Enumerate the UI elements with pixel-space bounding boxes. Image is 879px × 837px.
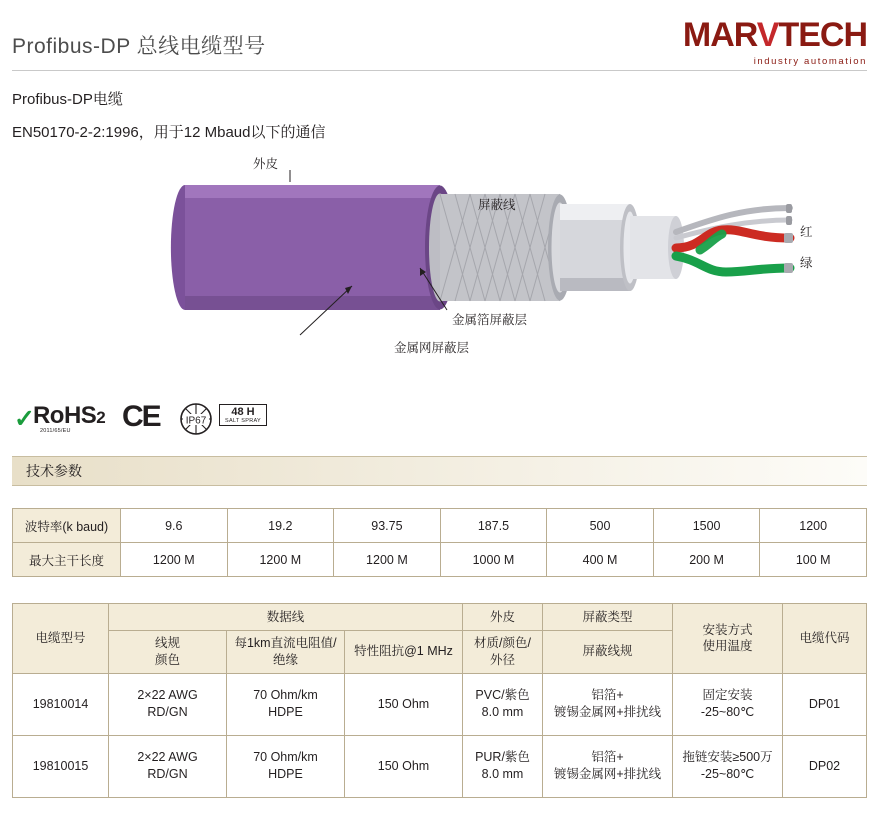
header-shield-spec: 屏蔽线规 bbox=[543, 631, 673, 674]
cell-install-line2: -25~80℃ bbox=[700, 767, 755, 782]
cell-model: 19810015 bbox=[13, 735, 109, 797]
cell-gauge-line1: 2×22 AWG bbox=[137, 688, 198, 703]
table-row bbox=[13, 673, 867, 735]
cable-jacket bbox=[185, 185, 440, 310]
header-sheath-line2: 外径 bbox=[489, 652, 515, 667]
header-sheath-line1: 材质/颜色/ bbox=[474, 636, 531, 650]
cell-sheath bbox=[463, 673, 543, 735]
cell-sheath-line2: 8.0 mm bbox=[481, 767, 524, 782]
header-model: 电缆型号 bbox=[13, 604, 109, 674]
cell-shield-line1: 铝箔+ bbox=[591, 688, 624, 703]
cell-gauge bbox=[109, 735, 227, 797]
header-shield-type: 屏蔽类型 bbox=[543, 604, 673, 631]
cell-gauge-line2: RD/GN bbox=[147, 705, 188, 720]
baud-cell: 19.2 bbox=[227, 509, 334, 543]
svg-text:IP67: IP67 bbox=[185, 415, 207, 427]
header-code: 电缆代码 bbox=[783, 604, 867, 674]
logo-text-v: V bbox=[756, 16, 779, 54]
length-cell: 200 M bbox=[653, 543, 760, 577]
label-shield-wire: 屏蔽线 bbox=[478, 198, 516, 212]
header-divider bbox=[12, 70, 867, 71]
label-red: 红 bbox=[800, 225, 813, 239]
cell-impedance: 150 Ohm bbox=[345, 735, 463, 797]
cell-sheath-line1: PUR/紫色 bbox=[475, 750, 530, 765]
cell-shield-line1: 铝箔+ bbox=[591, 750, 624, 765]
header-resistance-line1: 每1km直流电阻值/ bbox=[234, 636, 337, 650]
cell-impedance: 150 Ohm bbox=[345, 673, 463, 735]
cell-model: 19810014 bbox=[13, 673, 109, 735]
header-gauge bbox=[109, 631, 227, 674]
page-title: Profibus-DP 总线电缆型号 bbox=[12, 35, 266, 58]
rohs-directive: 2011/65/EU bbox=[40, 428, 71, 434]
header-install-line2: 使用温度 bbox=[702, 639, 753, 654]
logo-text-pre: MAR bbox=[682, 16, 757, 54]
length-cell: 400 M bbox=[547, 543, 654, 577]
label-sheath: 外皮 bbox=[253, 157, 279, 171]
header-install-line1: 安装方式 bbox=[702, 622, 753, 637]
section-title: 技术参数 bbox=[26, 463, 82, 479]
section-header-tech-params bbox=[12, 456, 867, 486]
ip67-badge bbox=[179, 402, 213, 441]
baud-cell: 500 bbox=[547, 509, 654, 543]
salt-spray-badge bbox=[219, 404, 267, 426]
row-label-length: 最大主干长度 bbox=[13, 543, 121, 577]
baud-cell: 187.5 bbox=[440, 509, 547, 543]
length-cell: 1200 M bbox=[227, 543, 334, 577]
cell-shield bbox=[543, 673, 673, 735]
cell-install bbox=[673, 673, 783, 735]
header-resistance-line2: 绝缘 bbox=[272, 652, 298, 667]
length-cell: 1200 M bbox=[334, 543, 441, 577]
baud-cell: 9.6 bbox=[121, 509, 228, 543]
length-cell: 1000 M bbox=[440, 543, 547, 577]
cell-resistance-line1: 70 Ohm/km bbox=[253, 750, 318, 765]
cell-code: DP02 bbox=[783, 735, 867, 797]
cell-code: DP01 bbox=[783, 673, 867, 735]
cell-resistance bbox=[227, 735, 345, 797]
cell-resistance bbox=[227, 673, 345, 735]
cable-cutaway-figure bbox=[0, 157, 879, 390]
page-header bbox=[0, 0, 879, 72]
cell-gauge bbox=[109, 673, 227, 735]
check-icon: ✓ bbox=[14, 405, 35, 433]
cell-sheath-line1: PVC/紫色 bbox=[475, 688, 530, 703]
green-conductor bbox=[676, 256, 790, 272]
header-resistance bbox=[227, 631, 345, 674]
header-sheath-detail bbox=[463, 631, 543, 674]
logo-tagline: industry automation bbox=[753, 56, 867, 67]
cable-spec-table bbox=[12, 603, 867, 798]
label-green: 绿 bbox=[800, 256, 813, 270]
green-wire-tip bbox=[784, 263, 793, 273]
length-cell: 100 M bbox=[760, 543, 867, 577]
cell-install-line1: 固定安装 bbox=[702, 688, 753, 703]
ip67-icon bbox=[179, 402, 213, 436]
salt-hours: 48 H bbox=[231, 406, 255, 418]
baud-cell: 1500 bbox=[653, 509, 760, 543]
label-foil-shield: 金属箔屏蔽层 bbox=[452, 313, 528, 327]
product-name: Profibus-DP电缆 bbox=[12, 91, 123, 108]
cell-install-line1: 拖链安装≥500万 bbox=[682, 750, 773, 765]
product-standard: EN50170-2-2:1996，用于12 Mbaud以下的通信 bbox=[12, 124, 326, 141]
baud-cell: 93.75 bbox=[334, 509, 441, 543]
header-gauge-line1: 线规 bbox=[154, 636, 180, 650]
rohs-label: RoHS bbox=[32, 402, 97, 429]
red-wire-tip bbox=[784, 233, 793, 243]
header-gauge-line2: 颜色 bbox=[154, 652, 180, 667]
cell-resistance-line2: HDPE bbox=[268, 767, 303, 782]
header-impedance: 特性阻抗@1 MHz bbox=[345, 631, 463, 674]
cell-gauge-line1: 2×22 AWG bbox=[137, 750, 198, 765]
baud-cell: 1200 bbox=[760, 509, 867, 543]
certification-badges bbox=[14, 396, 879, 448]
table-row bbox=[13, 543, 867, 577]
cell-shield-line2: 镀锡金属网+排扰线 bbox=[553, 767, 662, 782]
intro-block bbox=[12, 88, 879, 142]
baud-rate-table bbox=[12, 508, 867, 577]
logo-text-post: TECH bbox=[778, 16, 867, 54]
header-data-wire: 数据线 bbox=[109, 604, 463, 631]
cell-install-line2: -25~80℃ bbox=[700, 705, 755, 720]
cell-shield bbox=[543, 735, 673, 797]
header-sheath: 外皮 bbox=[463, 604, 543, 631]
rohs-badge bbox=[14, 402, 105, 434]
cell-sheath-line2: 8.0 mm bbox=[481, 705, 524, 720]
length-cell: 1200 M bbox=[121, 543, 228, 577]
header-install bbox=[673, 604, 783, 674]
table-row bbox=[13, 509, 867, 543]
salt-label: SALT SPRAY bbox=[225, 417, 262, 424]
cell-shield-line2: 镀锡金属网+排扰线 bbox=[553, 705, 662, 720]
table-row bbox=[13, 735, 867, 797]
cell-resistance-line2: HDPE bbox=[268, 705, 303, 720]
table-header-row-1 bbox=[13, 604, 867, 631]
ce-badge bbox=[122, 400, 160, 434]
company-logo bbox=[683, 18, 867, 67]
cell-resistance-line1: 70 Ohm/km bbox=[253, 688, 318, 703]
rohs-version: 2 bbox=[96, 408, 106, 427]
cell-sheath bbox=[463, 735, 543, 797]
cell-gauge-line2: RD/GN bbox=[147, 767, 188, 782]
ce-label: CE bbox=[122, 400, 160, 433]
cell-install bbox=[673, 735, 783, 797]
logo-wordmark bbox=[683, 18, 867, 52]
row-label-baud: 波特率(k baud) bbox=[13, 509, 121, 543]
label-braid-shield: 金属网屏蔽层 bbox=[394, 341, 470, 355]
